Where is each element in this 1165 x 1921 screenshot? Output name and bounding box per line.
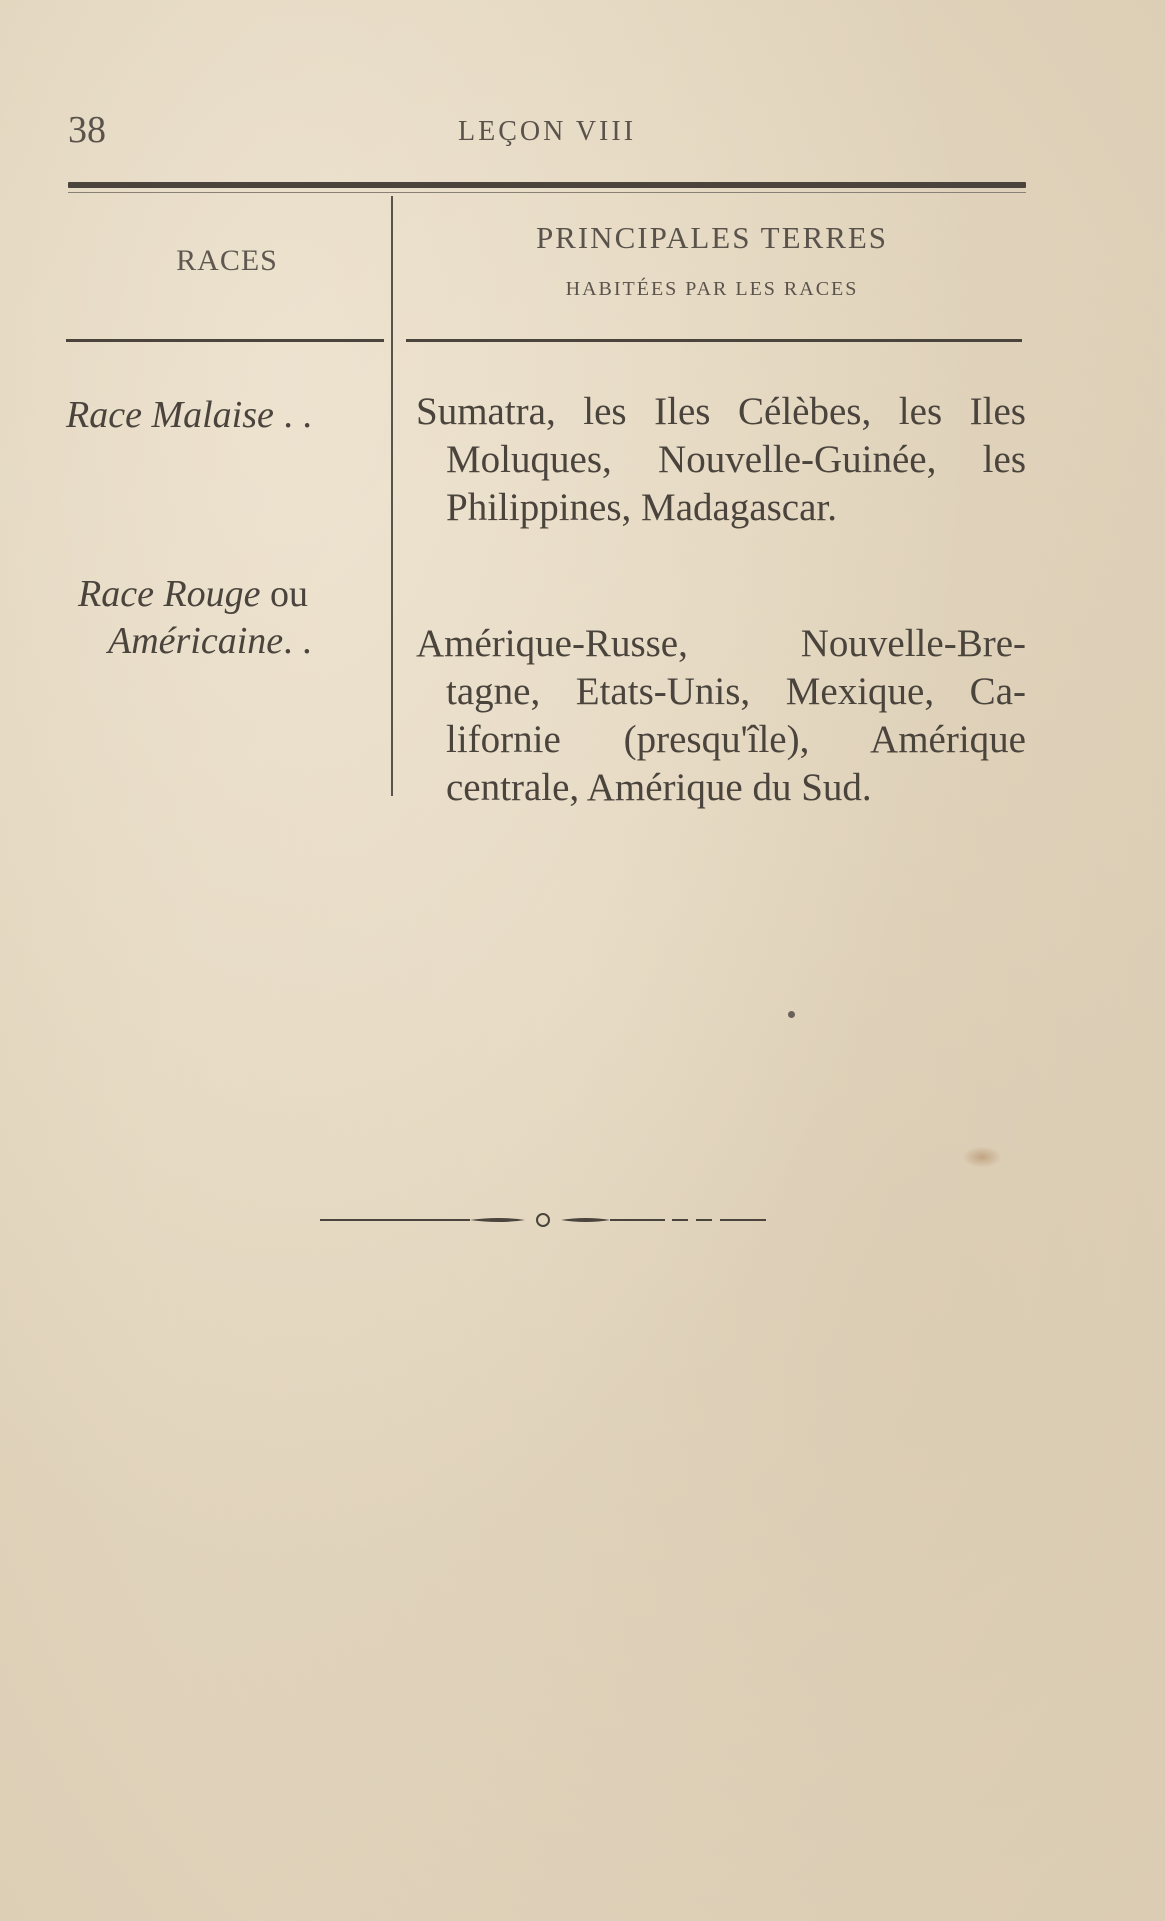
column-header-lands-title: PRINCIPALES TERRES (535, 220, 889, 255)
end-ornament (320, 1205, 770, 1235)
ink-speck (788, 1011, 795, 1018)
lands-line: tagne, Etats-Unis, Mexique, Ca- (446, 670, 1026, 713)
header-rule-left (66, 339, 384, 342)
running-title: LEÇON VIII (458, 116, 637, 147)
page-header (0, 108, 1165, 158)
lands-line: Sumatra, les Iles Célèbes, les Iles (416, 390, 1026, 433)
race-name: Race Malaise (66, 394, 274, 436)
lands-line: Amérique-Russe, Nouvelle-Bre- (416, 622, 1026, 665)
top-thick-rule (68, 182, 1026, 188)
race-label-rouge-line1 (78, 572, 308, 616)
race-label-malaise (66, 393, 312, 437)
lands-line: lifornie (presqu'île), Amérique (446, 718, 1026, 761)
lands-line: Moluques, Nouvelle-Guinée, les (446, 438, 1026, 481)
page-number: 38 (68, 109, 106, 151)
column-header-races: RACES (176, 244, 278, 277)
race-name: Race Rouge (78, 573, 261, 615)
lands-line: centrale, Amérique du Sud. (446, 766, 872, 809)
paper-stain (962, 1146, 1002, 1168)
lands-malaise (416, 388, 1026, 532)
leader-dots: . . (283, 620, 312, 662)
lands-rouge (416, 620, 1026, 812)
top-thin-rule (68, 192, 1026, 193)
race-conjunction: ou (260, 573, 309, 615)
column-header-lands-subtitle: HABITÉES PAR LES RACES (565, 278, 859, 300)
race-label-rouge-line2 (108, 619, 312, 663)
header-rule-right (406, 339, 1022, 342)
lands-line: Philippines, Madagascar. (446, 486, 838, 529)
race-name: Américaine (108, 620, 284, 662)
leader-dots: . . (283, 394, 312, 436)
column-divider (391, 196, 393, 796)
